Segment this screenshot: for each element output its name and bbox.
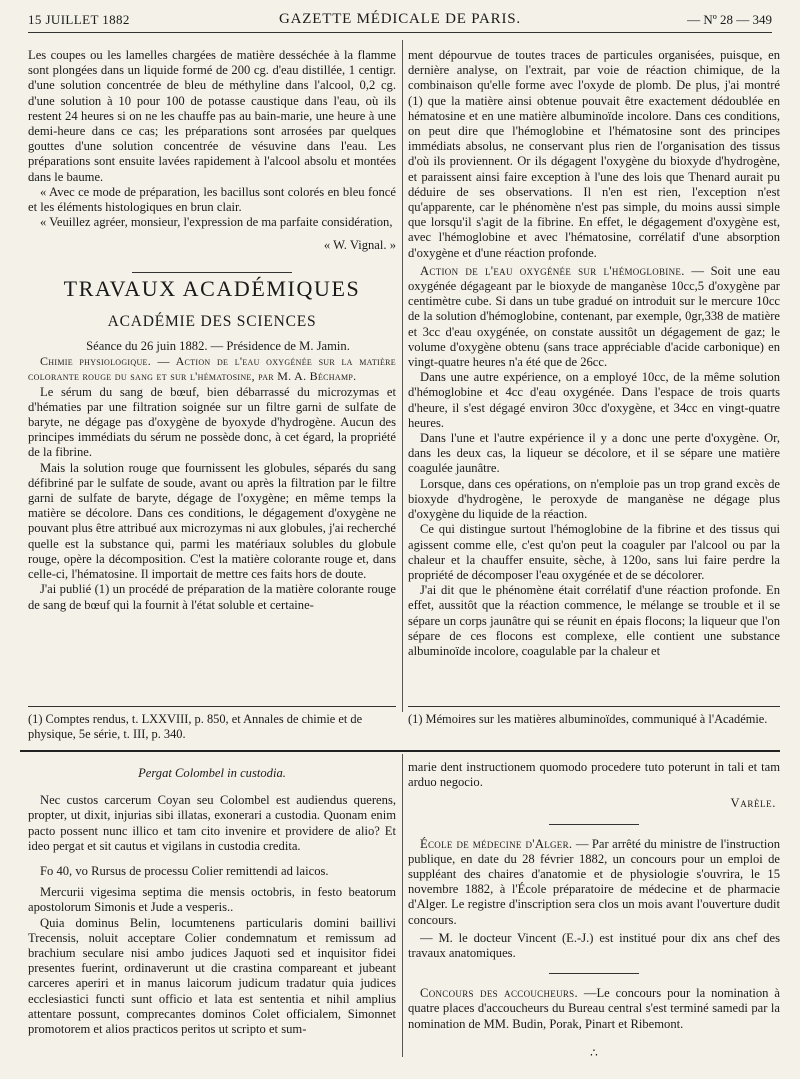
paragraph: —Le concours pour la nomination à quatre places d'accoucheurs du Bureau central s'est terminé samedi par la nomination de MM. Budin, Porak, Pinart et Ribemont. bbox=[408, 986, 780, 1031]
issue-date: 15 JUILLET 1882 bbox=[28, 12, 130, 27]
footnote-right: (1) Mémoires sur les matières albuminoïdes, communiqué à l'Académie. bbox=[408, 712, 768, 726]
paragraph: Les coupes ou les lamelles chargées de matière desséchée à la flamme sont plongées dans un liquide formé de 200 cg. d'eau distillée, 1 centigr. d'une solution concentrée de bleu de méthyline dans l'alcool, 0,2 cg. d'une solution à 10 pour 100 de potasse caustique dans l'eau, où ils restent 24 heures si on ne les chauffe pas au bain-marie, une heure à une demi-heure dans ce cas; les préparations sont arrosées par quelques gouttes d'une solution concentrée de vésuvine dans l'eau. Les préparations sont ensuite lavées rapidement à l'alcool absolu et montées dans le baume. bbox=[28, 48, 396, 184]
folio-heading: Fo 40, vo Rursus de processu Colier remittendi ad laicos. bbox=[40, 864, 329, 879]
footnote-rule-right bbox=[408, 706, 780, 707]
column-divider-top bbox=[402, 40, 403, 712]
ornament: ∴ bbox=[590, 1045, 598, 1060]
paragraph: « Veuillez agréer, monsieur, l'expression de ma parfaite considération, bbox=[40, 215, 393, 230]
article-heading: Chimie physiologique. — Action de l'eau oxygénée sur la matière colorante rouge du sang et sur l'hématosine, par M. A. Béchamp. bbox=[28, 354, 396, 384]
column-divider-bottom bbox=[402, 754, 403, 1057]
section-divider bbox=[132, 272, 292, 273]
bottom-left-column bbox=[28, 760, 396, 1037]
subsection-heading: Action de l'eau oxygénée sur l'hémoglobine. bbox=[420, 263, 685, 278]
divider bbox=[549, 973, 639, 974]
signature: « W. Vignal. » bbox=[323, 238, 396, 253]
academy-heading: ACADÉMIE DES SCIENCES bbox=[107, 312, 317, 330]
section-title: TRAVAUX ACADÉMIQUES bbox=[63, 275, 361, 301]
latin-heading: Pergat Colombel in custodia. bbox=[138, 766, 286, 780]
paragraph: Nec custos carcerum Coyan seu Colombel est audiendus querens, propter, ut dixit, injurias sibi illatas, exonerari a custodia. Quonam enim pacto possent nunc illico et tam cito invenire et providere de alio? Et ideo pergat et sit cautus et vigilans in custodia credita. bbox=[28, 793, 396, 853]
footnote-left: (1) Comptes rendus, t. LXXVIII, p. 850, et Annales de chimie et de physique, 5e série, t. III, p. 340. bbox=[28, 712, 363, 741]
top-left-column bbox=[28, 48, 396, 613]
section-separator bbox=[20, 750, 780, 752]
paragraph: marie dent instructionem quomodo procedere tuto poterunt in tali et tam arduo negocio. bbox=[408, 760, 780, 790]
paragraph: — Soit une eau oxygénée dégageant par le bioxyde de manganèse 10cc,5 d'oxygène par centimètre cube. Si dans un tube gradué on introduit sur le mercure 10cc de la solution d'hémoglobine, contenant, par exemple, 0gr,338 de matière et 3cc d'eau oxygénée, on constate aussitôt un dégagement de gaz; le volume d'oxygène obtenu (sans trace appréciable d'acide carbonique) en vingt-quatre heures n'a été que de 26cc. bbox=[408, 263, 781, 370]
paragraph: J'ai dit que le phénomène était corrélatif d'une réaction profonde. En effet, aussitôt que la réaction commence, le mélange se trouble et il se sépare un corps jaunâtre qui se réunit en épais flocons; la liqueur que l'on sépare de ces flocons est complexe, elle contient une substance albuminoïde incolore, coagulable par la chaleur et bbox=[408, 583, 780, 658]
paragraph: Le sérum du sang de bœuf, bien débarrassé du microzymas et d'hématies par une filtration soignée sur un filtre garni de sulfate de baryte, ne dégage pas d'oxygène de byoxyde d'hydrogène. Aucun des principes immédiats du sérum ne possède donc, à cet égard, la propriété de la fibrine. bbox=[28, 384, 396, 460]
paragraph: ment dépourvue de toutes traces de particules organisées, puisque, en dernière analyse, on l'extrait, par voie de réaction chimique, de la combinaison qu'elle forme avec l'oxyde de plomb. De plus, j'ai montré (1) que la matière ainsi obtenue pouvait être exactement dédoublée en hématosine et en une matière albuminoïde incolore. Dans ces conditions, on peut dire que l'hémoglobine et l'hématosine sont des principes immédiats absolus, ne conservant plus rien de l'organisation des tissus d'où ils proviennent. Or ils dégagent l'oxygène du bioxyde d'hydrogène, et paraissent ainsi faire exception à l'une des lois que Thenard aurait pu déduire de ses observations. Il n'en est rien, l'exception n'est qu'apparente, car le phénomène n'est pas simple, du moins aussi simple que lorsqu'il s'agit de la fibrine. En effet, le dégagement d'oxygène est, avec l'hémoglobine et avec l'hématosine, corrélatif d'une absorption d'oxygène et d'une réaction profonde. bbox=[408, 48, 780, 260]
paragraph: Ce qui distingue surtout l'hémoglobine de la fibrine et des tissus qui agissent comme elle, c'est qu'on peut la coaguler par l'alcool ou par la chaleur et la chauffer ensuite, sèche, à 120o, sans lui faire perdre la propriété de décomposer l'eau oxygénée et de se décolorer. bbox=[408, 522, 780, 582]
paragraph: « Avec ce mode de préparation, les bacillus sont colorés en bleu foncé et les éléments histologiques en brun clair. bbox=[28, 184, 396, 215]
news-heading: École de médecine d'Alger. bbox=[420, 836, 573, 851]
divider bbox=[549, 824, 639, 825]
issue-page-number: — Nº 28 — 349 bbox=[687, 12, 772, 27]
footnote-rule-left bbox=[28, 706, 396, 707]
paragraph: J'ai publié (1) un procédé de préparation de la matière colorante rouge de sang de bœuf qui la fournit à l'état soluble et certaine- bbox=[28, 582, 396, 612]
paragraph: Mercurii vigesima septima die mensis octobris, in festo beatorum apostolorum Simonis et Jude a vesperis.. bbox=[28, 885, 396, 915]
journal-title: GAZETTE MÉDICALE DE PARIS. bbox=[279, 11, 521, 27]
paragraph: — Par arrêté du ministre de l'instruction publique, en date du 28 février 1882, un concours pour un emploi de suppléant des chaires d'anatomie et de physiologie s'ouvrira, le 15 novembre 1882, à l'École préparatoire de médecine et de pharmacie d'Alger. Le registre d'inscription sera clos un mois avant l'ouverture dudit concours. bbox=[408, 836, 780, 927]
paragraph: Mais la solution rouge que fournissent les globules, séparés du sang défibriné par le sulfate de soude, avant ou après la filtration par le filtre garni de sulfate de baryte, dégage de l'oxygène; en même temps la matière se décolore. Dans ces conditions, le dégagement d'oxygène ne pouvant plus être attribué aux microzymas ni aux globules, j'ai recherché quelle est la substance qui, parmi les matériaux solubles du globule rouge, opère la décomposition. C'est la matière colorante rouge et, dans celle-ci, l'hématosine. Il importait de mettre ces faits hors de doute. bbox=[28, 460, 396, 582]
paragraph: Lorsque, dans ces opérations, on n'emploie pas un trop grand excès de bioxyde d'hydrogène, le peroxyde de manganèse ne dégage plus d'oxygène du liquide de la réaction. bbox=[408, 476, 780, 522]
bottom-right-column bbox=[408, 760, 780, 1061]
paragraph: Dans l'une et l'autre expérience il y a donc une perte d'oxygène. Or, dans les deux cas, la liqueur se décolore, et il se sépare une matière coagulée jaunâtre. bbox=[408, 431, 780, 476]
paragraph: — M. le docteur Vincent (E.-J.) est institué pour dix ans chef des travaux anatomiques. bbox=[408, 930, 780, 961]
news-heading: Concours des accoucheurs. bbox=[420, 986, 578, 1001]
signature: Varèle. bbox=[730, 796, 776, 811]
top-right-column bbox=[408, 48, 780, 659]
paragraph: Dans une autre expérience, on a employé 10cc, de la même solution d'hémoglobine et 4cc d'eau oxygénée. Dans l'espace de trois quarts d'heure, il s'est dégagé environ 30cc d'oxygène, et 34cc en vingt-quatre heures. bbox=[408, 370, 780, 430]
page-header bbox=[28, 8, 772, 33]
session-line: Séance du 26 juin 1882. — Présidence de M. Jamin. bbox=[86, 339, 350, 354]
paragraph: Quia dominus Belin, locumtenens particularis domini baillivi Trecensis, noluit acceptare Colier condemnatum et remissum ad brachium seculare nisi ambo judices Jaquoti sed et inquisitor fidei presentes fuerint, ordinaverunt ut die crastina compareant et jubeant carceres aperiri et in manus laicorum judicum tradatur quia judices ecclesiastici functi sunt officio et lata est sententia et nihil amplius attentare possunt, comprecantes dominos Colet officialem, Simonnet promotorem et alios practicos peritos ut scripto et sum- bbox=[28, 915, 396, 1037]
